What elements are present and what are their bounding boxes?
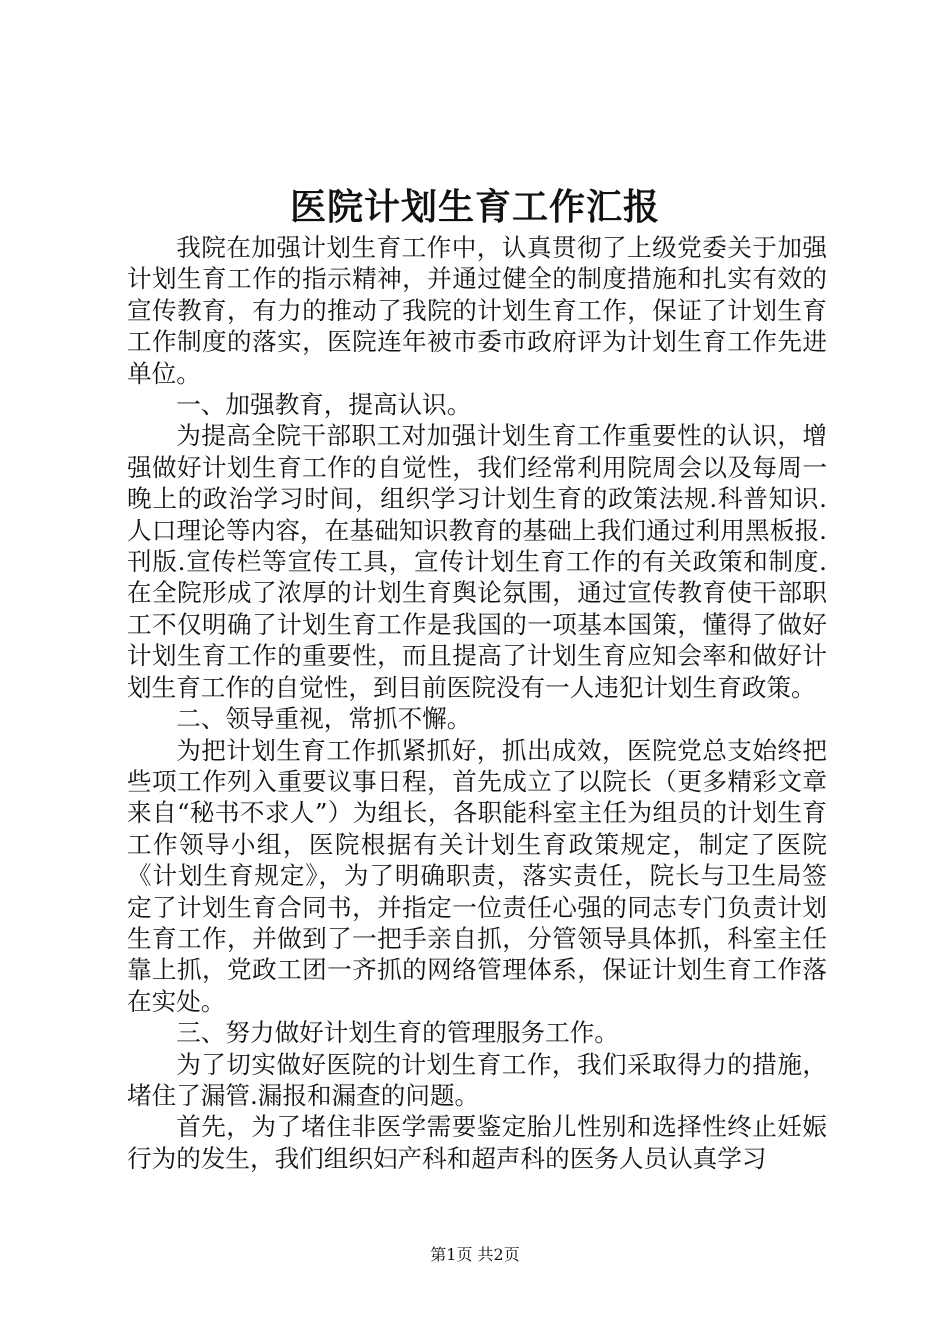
paragraph-section-2: 为把计划生育工作抓紧抓好，抓出成效，医院党总支始终把些项工作列入重要议事日程，首先成立了以院长（更多精彩文章来自“秘书不求人”）为组长，各职能科室主任为组员的计划生育工作领导小组，医院根据有关计划生育政策规定，制定了医院《计划生育规定》，为了明确职责，落实责任，院长与卫生局签定了计划生育合同书，并指定一位责任心强的同志专门负责计划生育工作，并做到了一把手亲自抓，分管领导具体抓，科室主任靠上抓，党政工团一齐抓的网络管理体系，保证计划生育工作落在实处。: [127, 735, 827, 1016]
document-title: 医院计划生育工作汇报: [289, 186, 660, 228]
paragraph-section-3: 为了切实做好医院的计划生育工作，我们采取得力的措施，堵住了漏管.漏报和漏查的问题。: [127, 1049, 827, 1110]
page-footer: 第1页 共2页: [430, 1245, 520, 1264]
section-heading-2: 二、领导重视，常抓不懈。: [176, 704, 472, 734]
paragraph-section-3-first: 首先，为了堵住非医学需要鉴定胎儿性别和选择性终止妊娠行为的发生，我们组织妇产科和超声科的医务人员认真学习: [127, 1112, 827, 1173]
section-heading-1: 一、加强教育，提高认识。: [176, 390, 472, 420]
paragraph-intro: 我院在加强计划生育工作中，认真贯彻了上级党委关于加强计划生育工作的指示精神，并通过健全的制度措施和扎实有效的宣传教育，有力的推动了我院的计划生育工作，保证了计划生育工作制度的落实，医院连年被市委市政府评为计划生育工作先进单位。: [127, 233, 827, 388]
paragraph-section-1: 为提高全院干部职工对加强计划生育工作重要性的认识，增强做好计划生育工作的自觉性，我们经常利用院周会以及每周一晚上的政治学习时间，组织学习计划生育的政策法规.科普知识.人口理论等内容，在基础知识教育的基础上我们通过利用黑板报.刊版.宣传栏等宣传工具，宣传计划生育工作的有关政策和制度.在全院形成了浓厚的计划生育舆论氛围，通过宣传教育使干部职工不仅明确了计划生育工作是我国的一项基本国策，懂得了做好计划生育工作的重要性，而且提高了计划生育应知会率和做好计划生育工作的自觉性，到目前医院没有一人违犯计划生育政策。: [127, 421, 827, 702]
document-body: [127, 232, 827, 1174]
section-heading-3: 三、努力做好计划生育的管理服务工作。: [176, 1018, 619, 1048]
